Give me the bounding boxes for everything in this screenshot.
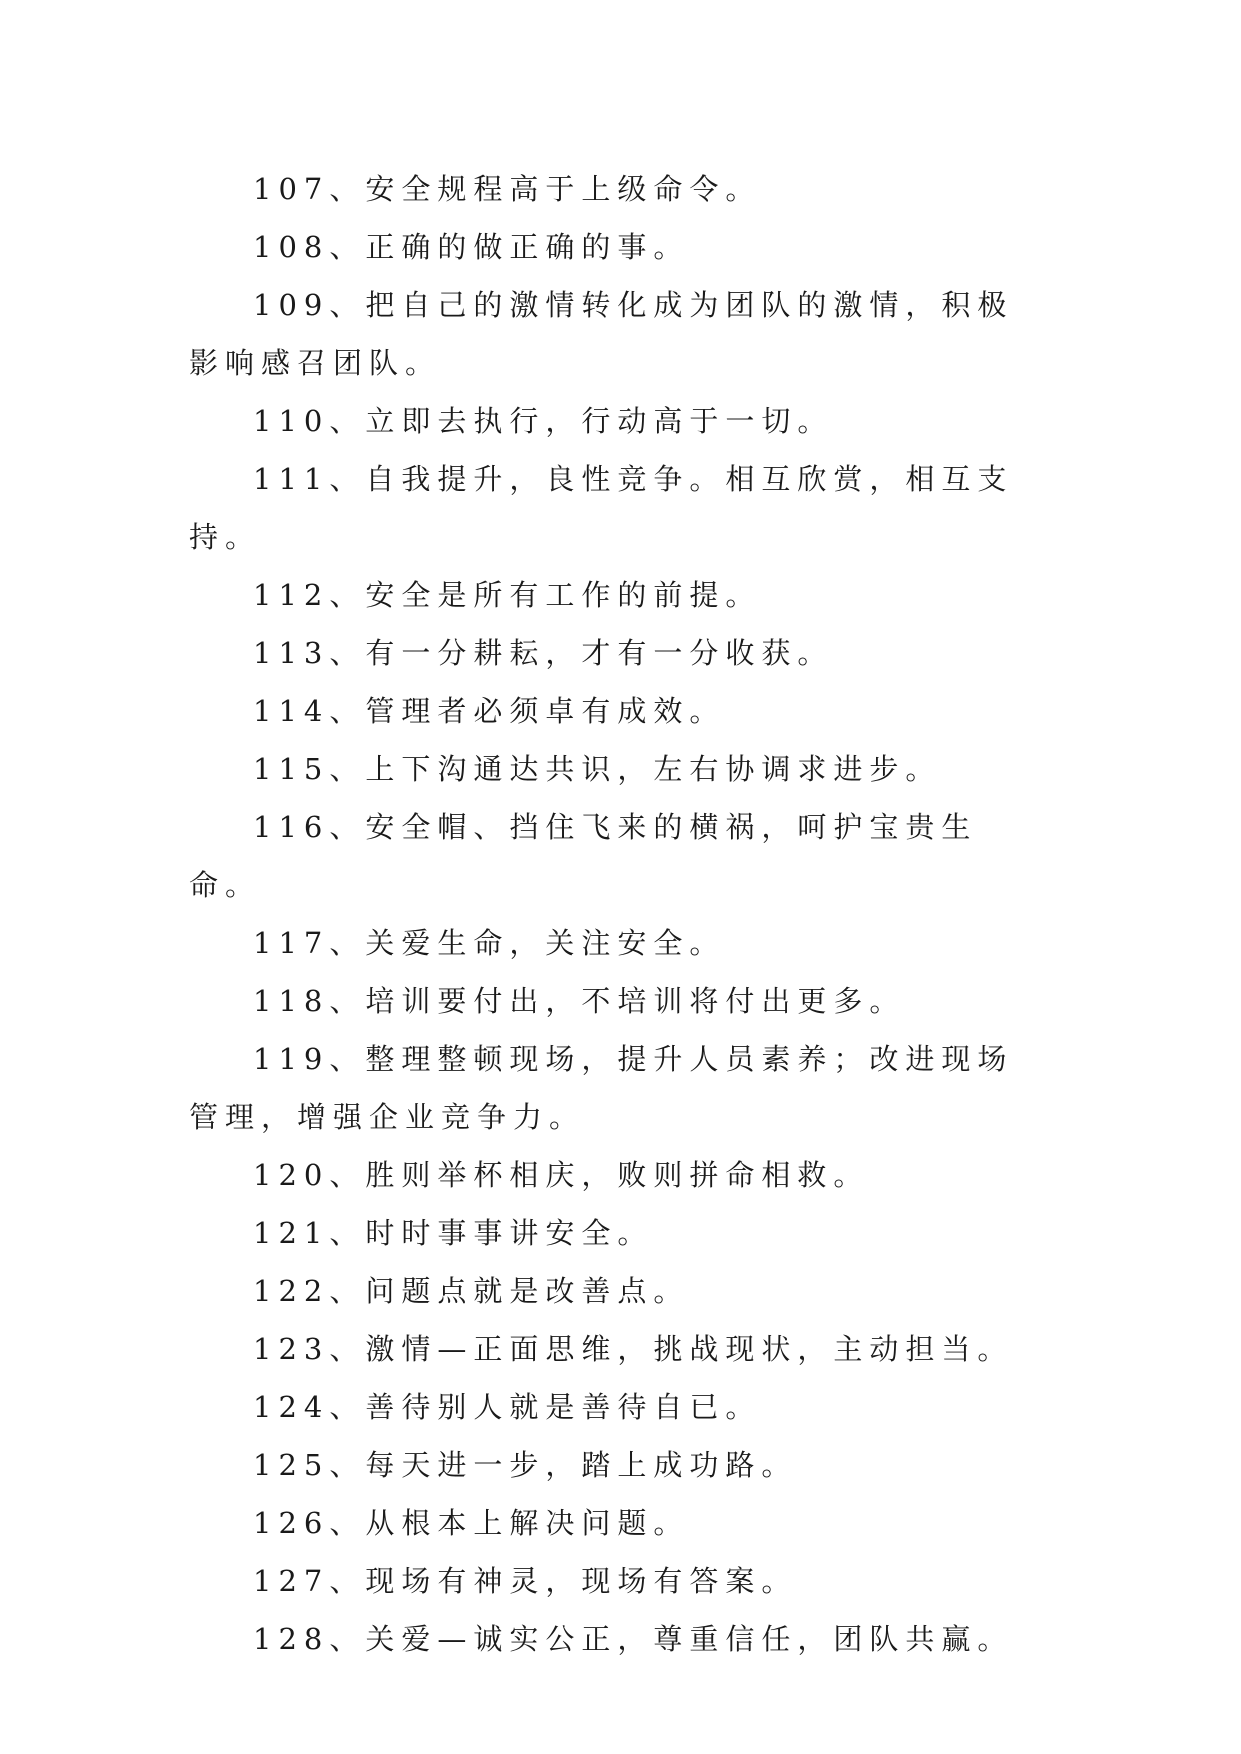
paragraph-108: 108、正确的做正确的事。 <box>253 230 690 264</box>
paragraph-121: 121、时时事事讲安全。 <box>253 1216 654 1250</box>
paragraph-118: 118、培训要付出，不培训将付出更多。 <box>253 984 906 1018</box>
paragraph-127: 127、现场有神灵，现场有答案。 <box>253 1564 798 1598</box>
document-body <box>189 160 1049 1668</box>
paragraph-109: 109、把自己的激情转化成为团队的激情，积极影响感召团队。 <box>189 288 1014 380</box>
paragraph-125: 125、每天进一步，踏上成功路。 <box>253 1448 798 1482</box>
paragraph-110: 110、立即去执行，行动高于一切。 <box>253 404 834 438</box>
paragraph-112: 112、安全是所有工作的前提。 <box>253 578 762 612</box>
paragraph-120: 120、胜则举杯相庆，败则拼命相救。 <box>253 1158 870 1192</box>
paragraph-126: 126、从根本上解决问题。 <box>253 1506 690 1540</box>
paragraph-117: 117、关爱生命，关注安全。 <box>253 926 726 960</box>
paragraph-111: 111、自我提升，良性竞争。相互欣赏，相互支持。 <box>189 462 1014 554</box>
paragraph-122: 122、问题点就是改善点。 <box>253 1274 690 1308</box>
paragraph-115: 115、上下沟通达共识，左右协调求进步。 <box>253 752 942 786</box>
paragraph-128: 128、关爱—诚实公正，尊重信任，团队共赢。 <box>253 1622 1014 1656</box>
paragraph-113: 113、有一分耕耘，才有一分收获。 <box>253 636 834 670</box>
paragraph-124: 124、善待别人就是善待自已。 <box>253 1390 762 1424</box>
paragraph-107: 107、安全规程高于上级命令。 <box>253 172 762 206</box>
paragraph-114: 114、管理者必须卓有成效。 <box>253 694 726 728</box>
paragraph-116: 116、安全帽、挡住飞来的横祸，呵护宝贵生命。 <box>189 810 978 902</box>
paragraph-119: 119、整理整顿现场，提升人员素养；改进现场管理，增强企业竞争力。 <box>189 1042 1014 1134</box>
paragraph-123: 123、激情—正面思维，挑战现状，主动担当。 <box>253 1332 1014 1366</box>
